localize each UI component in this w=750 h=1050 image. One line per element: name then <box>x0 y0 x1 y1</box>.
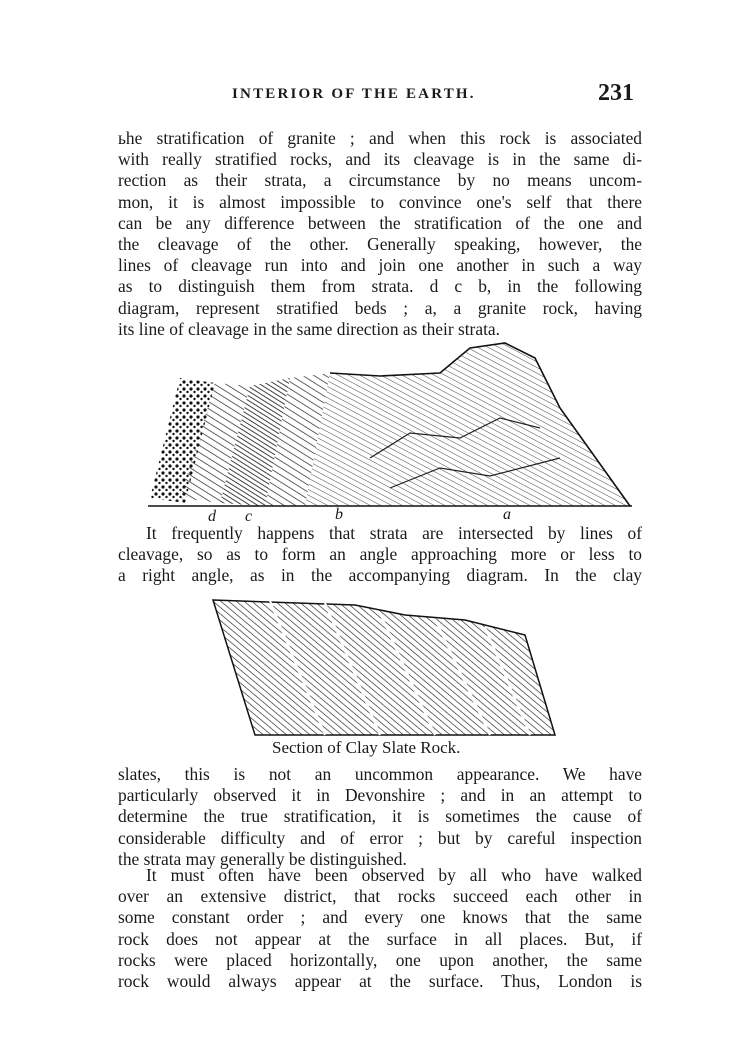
text-line: as to distinguish them from strata. d c b, in the following <box>118 276 642 297</box>
text-line: particularly observed it in Devonshire ; and in an attempt to <box>118 785 642 806</box>
text-line: rock does not appear at the surface in all places. But, if <box>118 928 642 949</box>
label-c: c <box>245 508 253 525</box>
text-line: determine the true stratification, it is sometimes the cause of <box>118 806 642 827</box>
paragraph-4 <box>118 865 642 992</box>
granite-mass-a <box>305 343 630 506</box>
text-line: rock would always appear at the surface. Thus, London is <box>118 971 642 992</box>
text-line: over an extensive district, that rocks succeed each other in <box>118 886 642 907</box>
running-title: INTERIOR OF THE EARTH. <box>232 86 476 102</box>
text-line: can be any difference between the stratification of the one and <box>118 212 642 233</box>
text-line: cleavage, so as to form an angle approaching more or less to <box>118 544 642 565</box>
granite-strata-diagram <box>140 338 640 528</box>
clay-slate-diagram <box>205 595 565 740</box>
label-a: a <box>503 506 511 523</box>
paragraph-1 <box>118 128 642 340</box>
paragraph-2 <box>118 523 642 587</box>
paragraph-3 <box>118 764 642 870</box>
figure-caption: Section of Clay Slate Rock. <box>272 738 461 757</box>
text-line: considerable difficulty and of error ; but by careful inspection <box>118 827 642 848</box>
text-line: diagram, represent stratified beds ; a, a granite rock, having <box>118 297 642 318</box>
page-number: 231 <box>598 80 634 106</box>
label-d: d <box>208 508 216 525</box>
text-line: rocks were placed horizontally, one upon another, the same <box>118 949 642 970</box>
text-line: lines of cleavage run into and join one another in such a way <box>118 255 642 276</box>
text-line: some constant order ; and every one knows that the same <box>118 907 642 928</box>
text-line: slates, this is not an uncommon appearance. We have <box>118 764 642 784</box>
text-line: It must often have been observed by all who have walked <box>146 865 642 885</box>
text-line: the cleavage of the other. Generally speaking, however, the <box>118 234 642 255</box>
text-line: mon, it is almost impossible to convince one's self that there <box>118 191 642 212</box>
text-line: its line of cleavage in the same direction as their strata. <box>118 318 500 339</box>
text-line: a right angle, as in the accompanying diagram. In the clay <box>118 565 642 586</box>
label-b: b <box>335 506 343 523</box>
text-line: ьhe stratification of granite ; and when this rock is associated <box>118 128 642 148</box>
text-line: with really stratified rocks, and its cleavage is in the same di- <box>118 149 642 170</box>
text-line: rection as their strata, a circumstance by no means uncom- <box>118 170 642 191</box>
text-line: the strata may generally be distinguished. <box>118 848 407 869</box>
text-line: It frequently happens that strata are intersected by lines of <box>146 523 642 543</box>
